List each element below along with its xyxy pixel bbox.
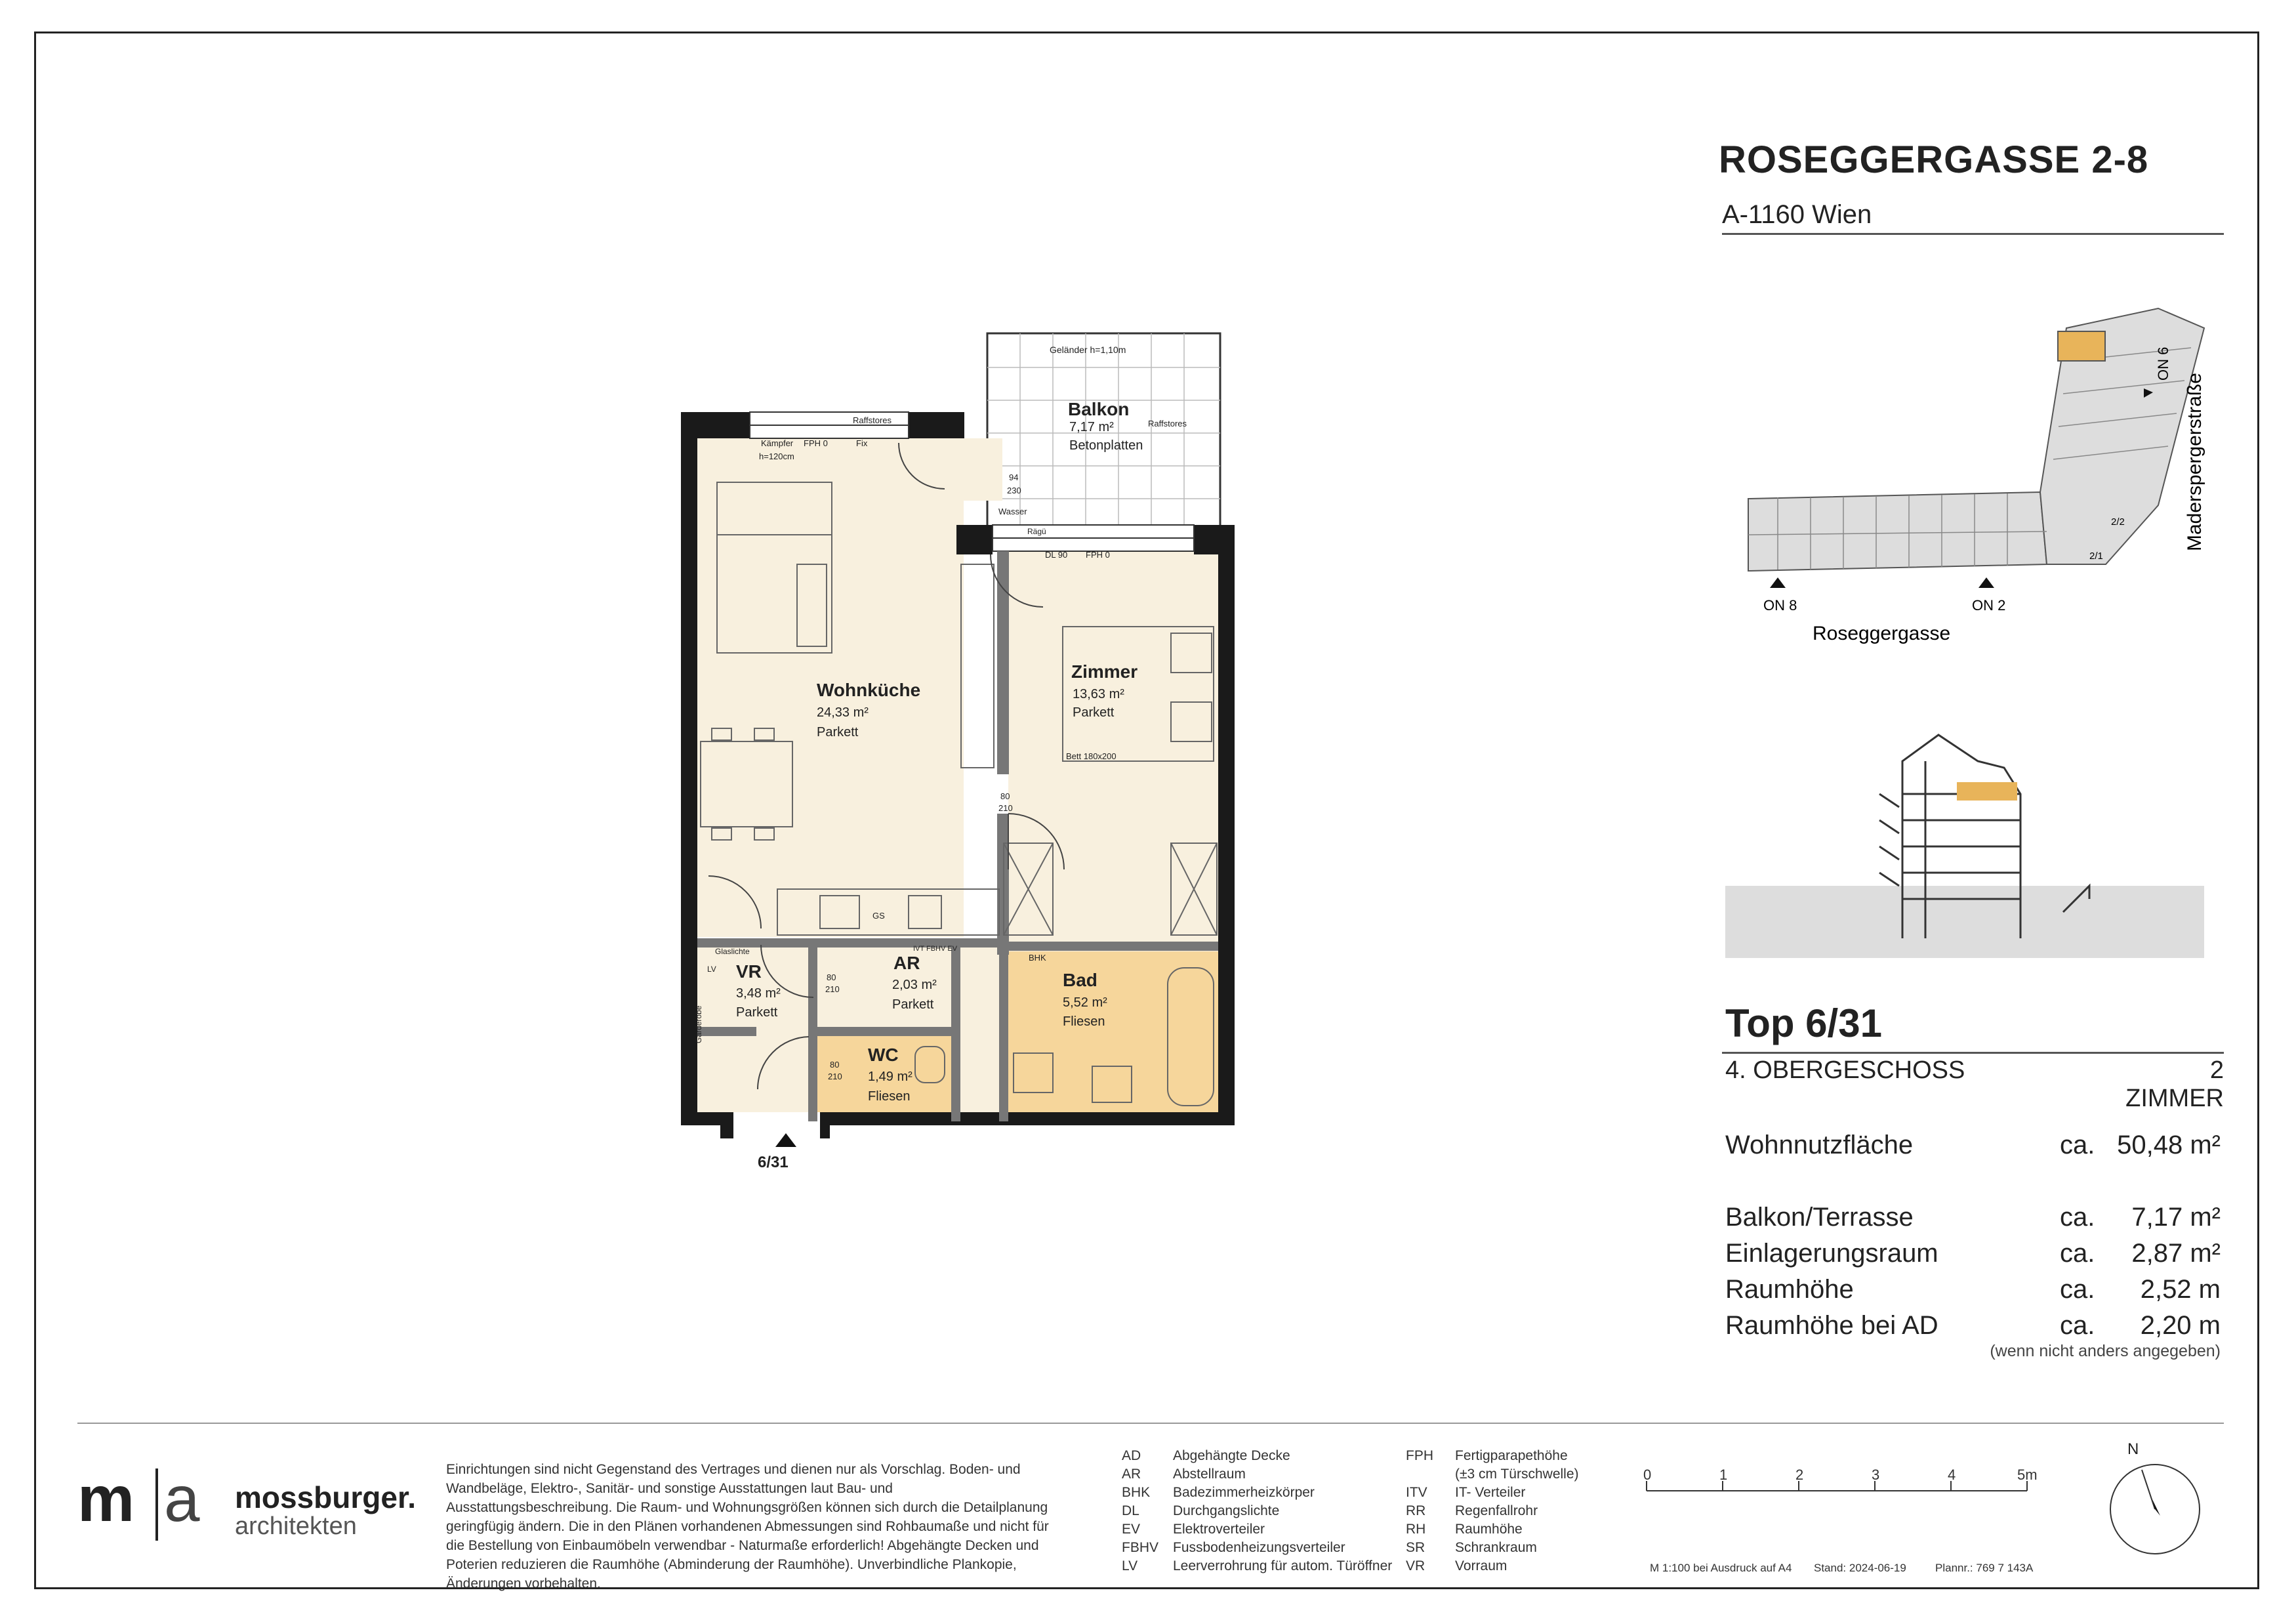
wc-floor-label: Fliesen [868,1089,911,1104]
dl90-note: DL 90 [1045,550,1068,560]
legend-row [1122,1539,1397,1557]
fix-note: Fix [856,438,868,448]
ar-area: 2,03 m² [892,978,937,992]
fph0-note: FPH 0 [804,438,828,448]
bed-note: Bett 180x200 [1066,751,1117,761]
raffstores-top: Raffstores [853,415,892,425]
kf-ca-balkon: ca. [2060,1203,2095,1232]
legend-desc: (±3 cm Türschwelle) [1455,1467,1579,1482]
dim-94: 94 [1009,472,1019,482]
kaempfer-note: Kämpfer [761,438,794,448]
footer-plannr: Plannr.: 769 7 143A [1935,1562,2034,1574]
ar-name: AR [893,953,920,973]
legend-row [1406,1539,1629,1557]
title-rule [1722,233,2224,235]
legend-code: FBHV [1122,1540,1159,1555]
zimmer-floor: Parkett [1073,705,1115,720]
garderobe-note: Garderobe [694,1005,703,1043]
vr-door-210: 210 [825,984,840,994]
gs-note: GS [872,911,885,921]
vr-name: VR [736,961,762,982]
vr-floor: Parkett [736,1005,778,1020]
kf-val-einlagerung: 2,87 m² [2131,1239,2221,1268]
legend-desc: Badezimmerheizkörper [1173,1485,1315,1500]
zimmer-floor [1008,551,1218,942]
balkon-floor: Betonplatten [1069,438,1143,453]
legend-code: AD [1122,1448,1141,1463]
on8-marker [1770,577,1786,588]
kf-val-raumhoehe-ad: 2,20 m [2140,1311,2221,1340]
bad-floor [1008,951,1218,1112]
legend-row [1122,1520,1397,1539]
legend-code: AR [1122,1467,1141,1482]
site-plan [1738,289,2237,656]
kf-val-balkon: 7,17 m² [2131,1203,2221,1232]
kf-note: (wenn nicht anders angegeben) [1990,1342,2221,1360]
logo-divider [155,1468,158,1541]
legend-code: BHK [1122,1485,1151,1500]
vr-area: 3,48 m² [736,986,781,1001]
stair-22: 2/2 [2111,516,2125,528]
footer-rule [77,1423,2224,1424]
wc-door-80: 80 [830,1060,840,1070]
street-roseggergasse: Roseggergasse [1813,623,1951,644]
legend-row [1122,1465,1397,1484]
legend-desc: Raumhöhe [1455,1522,1523,1537]
scale-bar [1640,1465,2047,1504]
legend-right [1406,1447,1629,1575]
entrance-marker [775,1133,796,1147]
door-210: 210 [998,803,1013,813]
legend-row [1122,1484,1397,1502]
kaempfer-height: h=120cm [759,451,794,461]
wc-area: 1,49 m² [868,1070,912,1084]
bad-name: Bad [1063,970,1097,990]
north-arrow-icon [2102,1453,2207,1558]
kf-val-wnf: 50,48 m² [2117,1131,2221,1159]
legend-row [1406,1447,1629,1465]
legend-code: ITV [1406,1485,1427,1500]
wohnkueche-name: Wohnküche [817,680,921,700]
section-highlight [1957,782,2017,801]
kf-label-einlagerung: Einlagerungsraum [1725,1239,1938,1268]
wohnkueche-floor: Parkett [817,725,859,739]
legend-row [1406,1465,1629,1484]
logo-mark-left: m [77,1463,134,1535]
section-diagram [1722,722,2207,965]
bad-area: 5,52 m² [1063,995,1107,1010]
legend-code: EV [1122,1522,1141,1537]
on6-label: ON 6 [2155,346,2171,381]
zimmer-area: 13,63 m² [1073,687,1124,701]
brand-sub: architekten [235,1512,357,1540]
legend-row [1406,1502,1629,1520]
door-80: 80 [1000,791,1010,801]
legend-code: VR [1406,1558,1425,1573]
legend-code: LV [1122,1558,1138,1573]
legend-row [1122,1447,1397,1465]
zimmer-name: Zimmer [1071,661,1138,682]
footer-scale: M 1:100 bei Ausdruck auf A4 [1650,1562,1792,1574]
legend-desc: Regenfallrohr [1455,1503,1538,1518]
scale-label: 3 [1872,1467,1880,1483]
kf-label-wnf: Wohnnutzfläche [1725,1131,1914,1159]
legend-desc: Abstellraum [1173,1467,1246,1482]
vr-door-80: 80 [827,972,836,982]
on2-marker [1978,577,1994,588]
stair-21: 2/1 [2089,551,2103,562]
brand-name: mossburger. [235,1480,417,1514]
dim-230: 230 [1007,486,1021,495]
balkon-name: Balkon [1068,399,1130,419]
legend-desc: Fertigparapethöhe [1455,1448,1568,1463]
scale-label: 2 [1795,1467,1804,1483]
balkon-area: 7,17 m² [1069,420,1114,434]
legend-row [1122,1557,1397,1575]
project-title: ROSEGGERGASSE 2-8 [1719,138,2149,181]
project-address: A-1160 Wien [1722,200,1872,229]
legend-desc: Elektroverteiler [1173,1522,1265,1537]
legend-desc: Schrankraum [1455,1540,1537,1555]
scale-label: 1 [1719,1467,1728,1483]
fph0-zimmer: FPH 0 [1086,550,1110,560]
kf-label-balkon: Balkon/Terrasse [1725,1203,1914,1232]
raffstores-balkon: Raffstores [1148,419,1187,428]
logo-mark-right: a [164,1463,200,1535]
kf-ca-raumhoehe-ad: ca. [2060,1311,2095,1340]
legend-row [1406,1520,1629,1539]
legend-left [1122,1447,1397,1575]
legend-code: FPH [1406,1448,1433,1463]
raegu-note: Rägü [1027,527,1046,536]
legend-desc: Fussbodenheizungsverteiler [1173,1540,1345,1555]
lv-note: LV [707,965,716,974]
unit-rooms: 2 ZIMMER [2125,1056,2224,1112]
unit-highlight [2058,331,2105,361]
legend-row [1406,1484,1629,1502]
legend-row [1122,1502,1397,1520]
legend-desc: Vorraum [1455,1558,1507,1573]
kf-label-raumhoehe-ad: Raumhöhe bei AD [1725,1311,1938,1340]
legend-code: SR [1406,1540,1425,1555]
scale-label: 0 [1643,1467,1652,1483]
bhk-note: BHK [1029,953,1046,963]
legend-code: DL [1122,1503,1139,1518]
scale-label: 4 [1948,1467,1956,1483]
north-label: N [2127,1440,2139,1458]
legend-desc: Abgehängte Decke [1173,1448,1290,1463]
kf-val-raumhoehe: 2,52 m [2140,1275,2221,1304]
railing-note: Geländer h=1,10m [1050,344,1126,355]
on8-label: ON 8 [1763,597,1797,614]
legend-desc: Durchgangslichte [1173,1503,1280,1518]
legend-row [1406,1557,1629,1575]
wc-door-210: 210 [828,1072,842,1081]
ar-floor: Parkett [892,997,934,1012]
legend-code [1406,1465,1455,1484]
kf-label-raumhoehe: Raumhöhe [1725,1275,1854,1304]
street-madersperger: Maderspergerstraße [2184,373,2205,551]
legend-code: RR [1406,1503,1426,1518]
unit-top: Top 6/31 [1725,1001,1882,1045]
bad-floor-label: Fliesen [1063,1014,1105,1029]
wasser-note: Wasser [998,507,1027,516]
entrance-label: 6/31 [758,1154,789,1171]
footer-stand: Stand: 2024-06-19 [1814,1562,1906,1574]
kf-ca-einlagerung: ca. [2060,1239,2095,1268]
itv-fbhv-ev-note: IVT FBHV EV [913,945,958,953]
kf-ca-wnf: ca. [2060,1131,2095,1159]
legend-code: RH [1406,1522,1426,1537]
on2-label: ON 2 [1972,597,2006,614]
top-rule [1722,1052,2224,1054]
kf-ca-raumhoehe: ca. [2060,1275,2095,1304]
wohnkueche-area: 24,33 m² [817,705,869,720]
wc-name: WC [868,1045,899,1065]
legend-desc: Leerverrohrung für autom. Türöffner [1173,1558,1393,1573]
scale-label: 5m [2017,1467,2038,1483]
unit-floor: 4. OBERGESCHOSS [1725,1056,1965,1084]
glaslichte-note: Glaslichte [715,947,750,956]
legend-desc: IT- Verteiler [1455,1485,1526,1500]
disclaimer: Einrichtungen sind nicht Gegenstand des Vertrages und dienen nur als Vorschlag. Boden- und Wandbeläge, Elektro-, Sanitär- und sonstige Ausstattungen laut Bau- und Ausstattungsbeschreibung. Die Raum- und Wohnungsgrößen können sich durch die Detailplanung geringfügig ändern. Die in den Plänen vorhandenen Abmessungen sind Rohbaumaße und nicht für die Bestellung von Einbaumöbeln verwendbar - Naturmaße erforderlich! Abgehängte Decken und Poterien reduzieren die Raumhöhe (Abminderung der Raumhöhe). Unverbindliche Plankopie, Änderungen vorbehalten. [446,1462,1049,1591]
